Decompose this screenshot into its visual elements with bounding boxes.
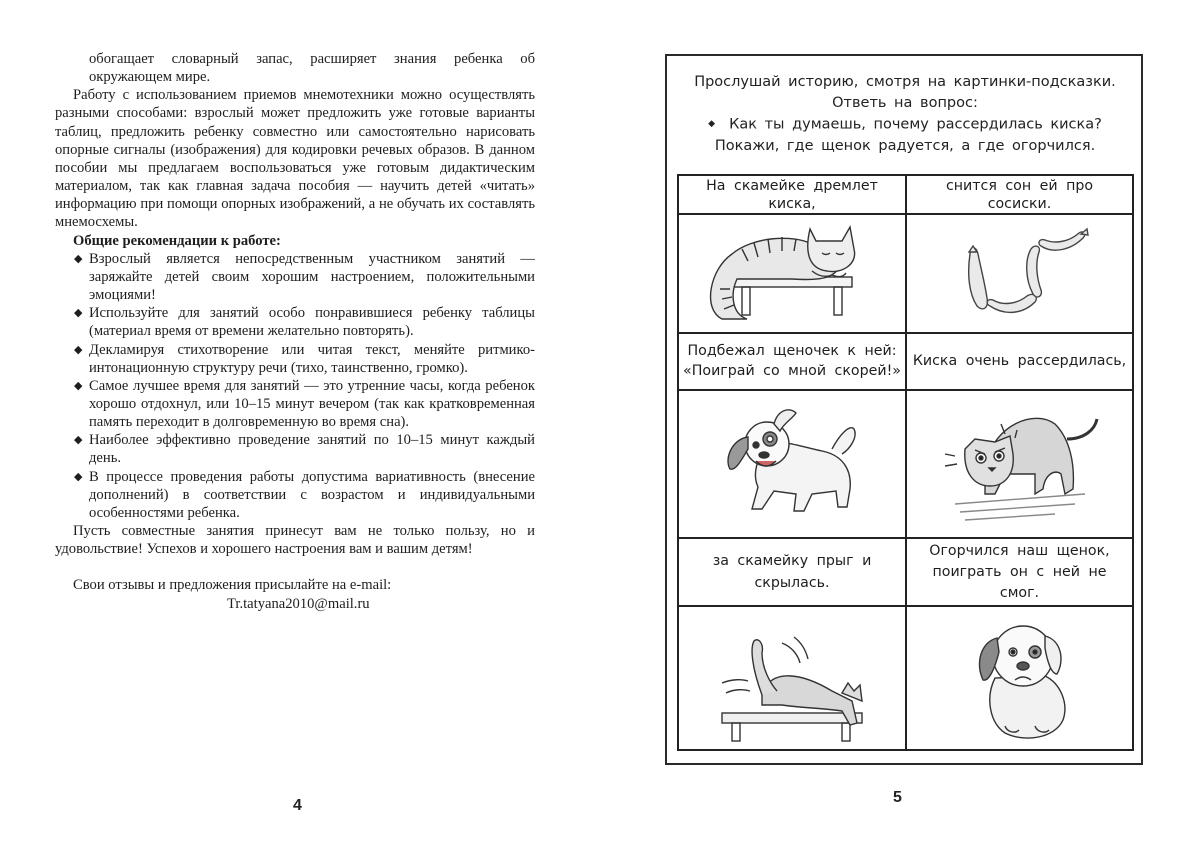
picture-cell — [679, 215, 907, 334]
recommendation-item: ◆ Наиболее эффективно проведение занятий по 10–15 минут каждый день. — [74, 432, 535, 467]
story-text-cell: Киска очень рассердилась, — [907, 334, 1132, 391]
angry-cat-icon — [935, 394, 1105, 534]
sausages-icon — [945, 224, 1095, 324]
picture-cell — [907, 391, 1132, 539]
recommendation-item: ◆ Декламируя стихотворение или читая текст, меняйте ритмико-интонационную структуру речи (тихо, таинственно, громко). — [74, 341, 535, 376]
picture-cell — [907, 215, 1132, 334]
diamond-bullet-icon: ◆ — [74, 470, 83, 483]
email-link[interactable]: Tr.tatyana2010@mail.ru — [227, 595, 370, 612]
diamond-bullet-icon: ◆ — [74, 252, 83, 265]
picture-cell — [907, 607, 1132, 749]
instruction-line: Ответь на вопрос: — [832, 95, 978, 111]
question-line: ◆ Как ты думаешь, почему рассердилась киска? — [708, 116, 1102, 133]
diamond-bullet-icon: ◆ — [74, 343, 83, 356]
sad-puppy-icon — [945, 608, 1095, 748]
recommendation-item: ◆ Самое лучшее время для занятий — это утренние часы, когда ребенок хорошо отдохнул, или 10–15 минут вечером (так как кратковременная память переходит в долговременную во время сна). — [74, 377, 535, 431]
sleeping-cat-on-bench-icon — [692, 219, 892, 329]
left-page — [55, 50, 535, 613]
continuation-text: обогащает словарный запас, расширяет знания ребенка об окружающем мире. — [89, 51, 535, 86]
recommendations-heading: Общие рекомендации к работе: — [73, 232, 281, 249]
story-table — [677, 174, 1134, 751]
recommendation-item: ◆ В процессе проведения работы допустима вариативность (внесение дополнений) в соответствии с возрастом и индивидуальными особенностями ребенка. — [74, 468, 535, 521]
diamond-bullet-icon: ◆ — [74, 434, 83, 447]
page-number-left: 4 — [293, 797, 302, 814]
closing-paragraph: Пусть совместные занятия принесут вам не только пользу, но и удовольствие! Успехов и хорошего настроения вам и вашим детям! — [55, 523, 535, 558]
recommendation-item: ◆ Используйте для занятий особо понравившиеся ребенку таблицы (материал время от времени желательно повторять). — [74, 305, 535, 340]
instruction-line: Прослушай историю, смотря на картинки-подсказки. — [694, 74, 1116, 90]
story-text-cell: снится сон ей про сосиски. — [907, 176, 1132, 215]
page-number-right: 5 — [893, 789, 902, 806]
story-text-cell: На скамейке дремлет киска, — [679, 176, 907, 215]
diamond-bullet-icon: ◆ — [74, 307, 83, 320]
picture-cell — [679, 391, 907, 539]
cat-jumping-over-bench-icon — [692, 613, 892, 743]
recommendation-item: ◆ Взрослый является непосредственным участником занятий — заряжайте детей своим хорошим настроением, положительными эмоциями! — [74, 250, 535, 304]
picture-cell — [679, 607, 907, 749]
recommendations-list — [55, 250, 535, 522]
happy-puppy-icon — [712, 399, 872, 529]
task-line: Покажи, где щенок радуется, а где огорчился. — [714, 137, 1096, 154]
story-text-cell: за скамейку прыг и скрылась. — [679, 539, 907, 607]
contact-prompt: Свои отзывы и предложения присылайте на e-mail: — [73, 577, 392, 594]
diamond-bullet-icon: ◆ — [708, 119, 716, 129]
story-text-cell: Огорчился наш щенок, поиграть он с ней не смог. — [907, 539, 1132, 607]
story-text-cell: Подбежал щеночек к ней: «Поиграй со мной скорей!» — [679, 334, 907, 391]
diamond-bullet-icon: ◆ — [74, 379, 83, 392]
intro-paragraph: Работу с использованием приемов мнемотехники можно осуществлять разными способами: взрослый может предложить уже готовые варианты таблиц, предложить ребенку совместно или самостоятельно нарисовать опорные сигналы (изображения) для кодировки речевых образов. В данном пособии мы предлагаем воспользоваться уже готовым дидактическим материалом, так как главная задача пособия — научить детей «читать» информацию при помощи опорных изображений, а не обучать их составлять мнемосхемы. — [55, 87, 535, 231]
exercise-instructions — [667, 72, 1143, 157]
